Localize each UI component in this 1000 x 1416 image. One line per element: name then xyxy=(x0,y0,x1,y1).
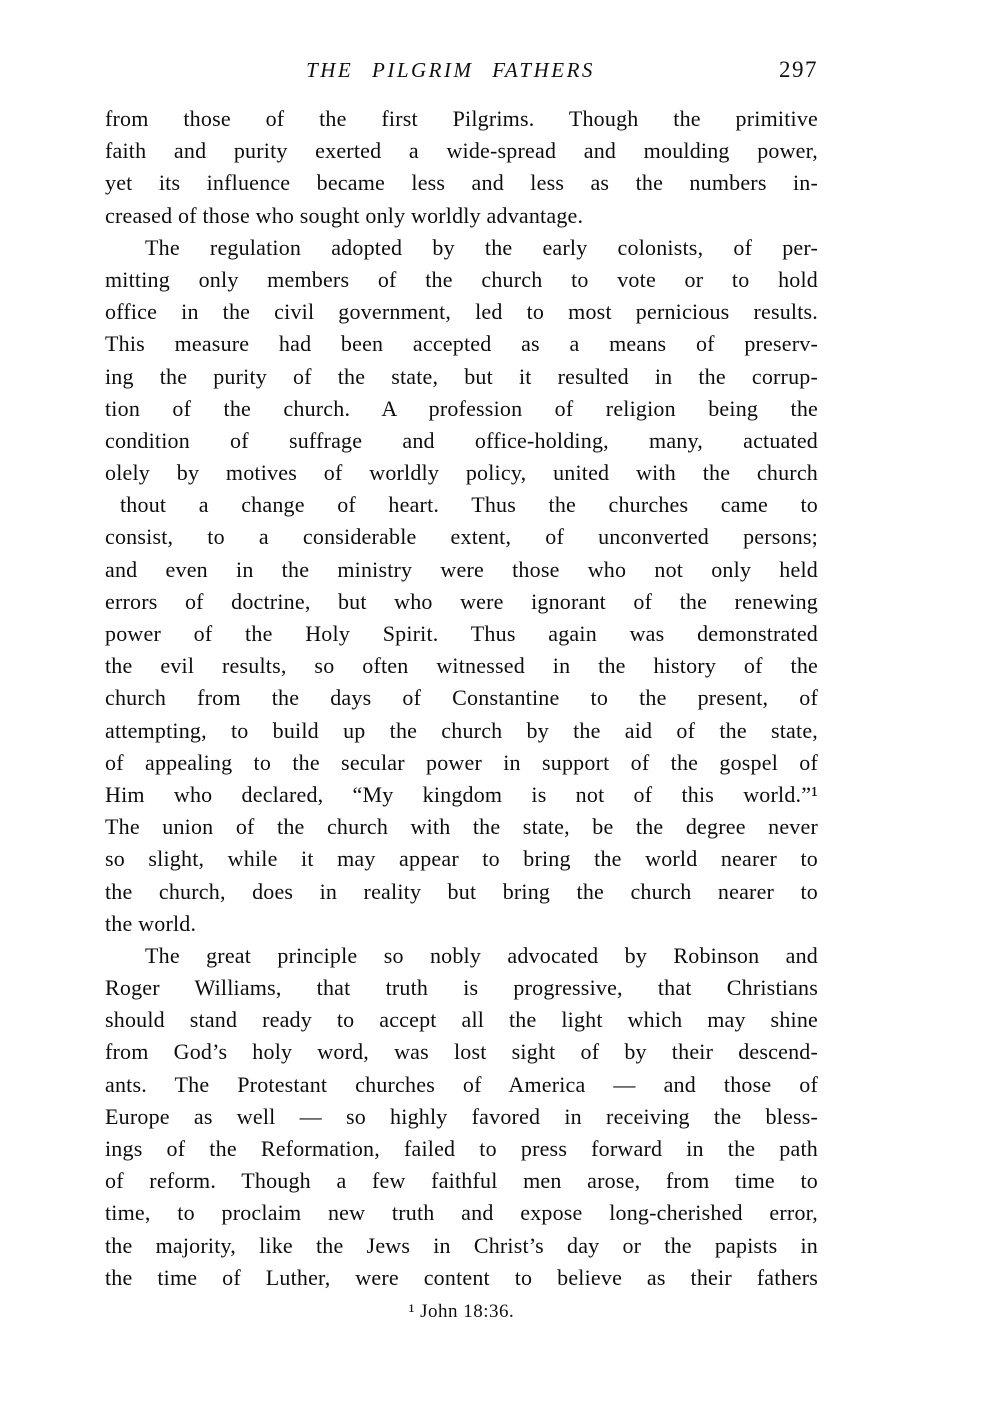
text-line: church from the days of Constantine to the present, of xyxy=(105,685,818,711)
text-line: of appealing to the secular power in support of the gospel of xyxy=(105,749,818,775)
text-line: the world. xyxy=(105,910,197,936)
text-line: Roger Williams, that truth is progressive, that Christians xyxy=(105,975,818,1001)
text-line: so slight, while it may appear to bring the world nearer to xyxy=(105,846,818,872)
page-header xyxy=(105,58,818,90)
text-line: the majority, like the Jews in Christ’s day or the papists in xyxy=(105,1232,818,1258)
text-line: tion of the church. A profession of religion being the xyxy=(105,395,818,421)
text-line: the evil results, so often witnessed in the history of the xyxy=(105,653,818,679)
text-line: from those of the first Pilgrims. Though the primitive xyxy=(105,106,818,131)
text-line: The regulation adopted by the early colonists, of per- xyxy=(145,234,818,260)
text-line: attempting, to build up the church by the aid of the state, xyxy=(105,717,818,743)
text-line: from God’s holy word, was lost sight of by their descend- xyxy=(105,1039,818,1065)
text-line: mitting only members of the church to vote or to hold xyxy=(105,266,818,292)
text-line: Him who declared, “My kingdom is not of this world.”¹ xyxy=(105,781,818,807)
text-line: thout a change of heart. Thus the churches came to xyxy=(120,492,818,518)
page-number: 297 xyxy=(779,57,818,82)
text-line: condition of suffrage and office-holding, many, actuated xyxy=(105,427,818,453)
text-line: the time of Luther, were content to believe as their fathers xyxy=(105,1264,818,1290)
text-line: should stand ready to accept all the light which may shine xyxy=(105,1007,818,1033)
text-line: Europe as well — so highly favored in receiving the bless- xyxy=(105,1103,818,1129)
text-line: and even in the ministry were those who not only held xyxy=(105,556,818,582)
text-line: office in the civil government, led to most pernicious results. xyxy=(105,299,818,325)
text-line: creased of those who sought only worldly advantage. xyxy=(105,202,584,228)
text-block xyxy=(105,103,818,1294)
footnote: ¹ John 18:36. xyxy=(408,1301,515,1322)
running-title: THE PILGRIM FATHERS xyxy=(306,58,595,82)
text-line: faith and purity exerted a wide-spread and moulding power, xyxy=(105,138,818,164)
text-line: olely by motives of worldly policy, united with the church xyxy=(105,460,818,486)
text-line: time, to proclaim new truth and expose long-cherished error, xyxy=(105,1200,818,1226)
text-line: ants. The Protestant churches of America — and those of xyxy=(105,1071,818,1097)
text-line: of reform. Though a few faithful men arose, from time to xyxy=(105,1168,818,1194)
text-line: power of the Holy Spirit. Thus again was demonstrated xyxy=(105,621,818,646)
text-line: The union of the church with the state, be the degree never xyxy=(105,814,818,840)
text-line: the church, does in reality but bring the church nearer to xyxy=(105,878,818,904)
text-line: ing the purity of the state, but it resulted in the corrup- xyxy=(105,363,818,389)
text-line: consist, to a considerable extent, of unconverted persons; xyxy=(105,524,818,550)
text-line: yet its influence became less and less as the numbers in- xyxy=(105,170,818,196)
text-line: This measure had been accepted as a means of preserv- xyxy=(105,331,818,357)
text-line: errors of doctrine, but who were ignorant of the renewing xyxy=(105,588,818,614)
text-line: The great principle so nobly advocated by Robinson and xyxy=(145,942,818,968)
text-line: ings of the Reformation, failed to press forward in the path xyxy=(105,1136,818,1161)
